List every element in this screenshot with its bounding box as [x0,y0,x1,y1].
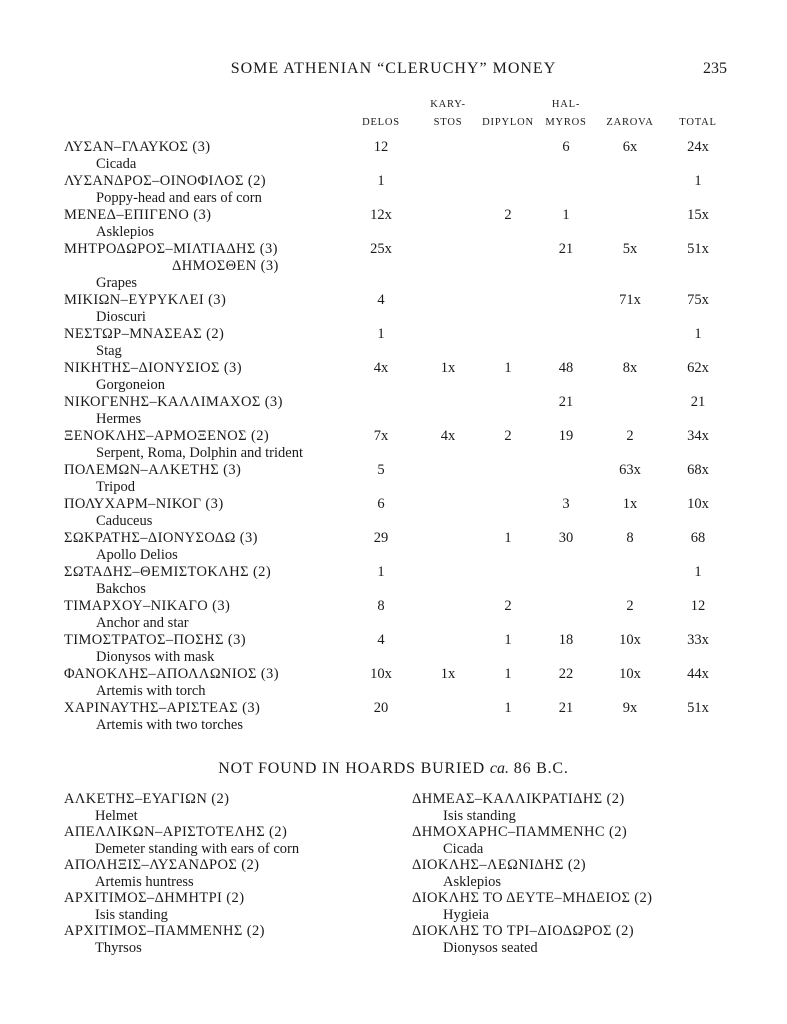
count-cell: 10x [619,666,641,682]
column-header-line2: MYROS [545,117,587,128]
count-cell: 1x [622,496,638,512]
entry-type: Apollo Delios [96,547,178,563]
count-cell: 2 [504,207,512,223]
entry-type: Dionysos with mask [96,649,215,665]
count-cell: 34x [687,428,709,444]
entry-type: Caduceus [96,513,153,529]
count-cell: 6 [377,496,385,512]
count-cell: 1 [694,326,702,342]
count-cell: 21 [558,394,574,410]
count-cell: 4 [377,632,385,648]
entry-type: Cicada [96,156,137,172]
count-cell: 10x [370,666,392,682]
not-found-name: ΑΡΧΙΤΙΜΟΣ–ΔΗΜΗΤΡΙ (2) [64,890,245,906]
count-cell: 6x [622,139,638,155]
count-cell: 15x [687,207,709,223]
entry-type: Artemis with two torches [96,717,243,733]
count-cell: 21 [558,700,574,716]
entry-type: Poppy-head and ears of corn [96,190,262,206]
count-cell: 24x [687,139,709,155]
entry-type: Artemis with torch [96,683,206,699]
not-found-name: ΑΠΟΛΗΞΙΣ–ΛΥΣΑΝΔΡΟΣ (2) [64,857,260,873]
count-cell: 30 [558,530,574,546]
entry-type: Tripod [96,479,135,495]
count-cell: 1 [694,173,702,189]
not-found-type: Artemis huntress [95,874,194,890]
count-cell: 44x [687,666,709,682]
entry-name: ΤΙΜΟΣΤΡΑΤΟΣ–ΠΟΣΗΣ (3) [64,632,246,648]
not-found-name: ΔΙΟΚΛΗΣ ΤΟ ΤΡΙ–ΔΙΟΔΩΡΟΣ (2) [412,923,634,939]
count-cell: 2 [626,428,634,444]
count-cell: 8 [626,530,634,546]
column-header-line2: DIPYLON [482,117,534,128]
count-cell: 1x [440,360,456,376]
not-found-type: Hygieia [443,907,489,923]
not-found-type: Dionysos seated [443,940,538,956]
count-cell: 1 [562,207,570,223]
not-found-name: ΔΗΜΟΧΑΡΗϹ–ΠΑΜΜΕΝΗϹ (2) [412,824,628,840]
count-cell: 1 [377,173,385,189]
count-cell: 6 [562,139,570,155]
entry-type: Bakchos [96,581,146,597]
page-number: 235 [703,60,727,77]
count-cell: 2 [504,598,512,614]
count-cell: 68 [690,530,706,546]
entry-name: ΤΙΜΑΡΧΟΥ–ΝΙΚΑΓΟ (3) [64,598,231,614]
count-cell: 1x [440,666,456,682]
count-cell: 10x [619,632,641,648]
count-cell: 1 [377,326,385,342]
entry-type: Hermes [96,411,142,427]
count-cell: 1 [694,564,702,580]
entry-type: Serpent, Roma, Dolphin and trident [96,445,303,461]
count-cell: 5 [377,462,385,478]
count-cell: 29 [373,530,389,546]
section-title-suffix: 86 B.C. [513,760,569,777]
entry-name: ΠΟΛΥΧΑΡΜ–ΝΙΚΟΓ (3) [64,496,224,512]
entry-name: ΝΙΚΟΓΕΝΗΣ–ΚΑΛΛΙΜΑΧΟΣ (3) [64,394,283,410]
not-found-name: ΑΛΚΕΤΗΣ–ΕΥΑΓΙΩΝ (2) [64,791,230,807]
count-cell: 1 [377,564,385,580]
not-found-type: Helmet [95,808,138,824]
column-header-line1: HAL- [551,99,581,110]
count-cell: 22 [558,666,574,682]
section-title-prefix: NOT FOUND IN HOARDS BURIED [218,760,486,777]
entry-type: Stag [96,343,122,359]
count-cell: 19 [558,428,574,444]
count-cell: 21 [558,241,574,257]
entry-name-continued: ΔΗΜΟΣΘΕΝ (3) [172,258,279,274]
count-cell: 48 [558,360,574,376]
count-cell: 10x [687,496,709,512]
not-found-name: ΑΠΕΛΛΙΚΩΝ–ΑΡΙΣΤΟΤΕΛΗΣ (2) [64,824,288,840]
count-cell: 4x [440,428,456,444]
column-header-line2: TOTAL [679,117,717,128]
count-cell: 1 [504,700,512,716]
entry-name: ΞΕΝΟΚΛΗΣ–ΑΡΜΟΞΕΝΟΣ (2) [64,428,270,444]
entry-name: ΜΗΤΡΟΔΩΡΟΣ–ΜΙΛΤΙΑΔΗΣ (3) [64,241,278,257]
entry-name: ΝΕΣΤΩΡ–ΜΝΑΣΕΑΣ (2) [64,326,225,342]
count-cell: 63x [619,462,641,478]
count-cell: 3 [562,496,570,512]
entry-name: ΣΩΚΡΑΤΗΣ–ΔΙΟΝΥΣΟΔΩ (3) [64,530,258,546]
count-cell: 8x [622,360,638,376]
not-found-type: Asklepios [443,874,501,890]
not-found-type: Isis standing [95,907,168,923]
entry-name: ΦΑΝΟΚΛΗΣ–ΑΠΟΛΛΩΝΙΟΣ (3) [64,666,279,682]
section-title-ca: ca. [489,760,509,777]
not-found-name: ΔΙΟΚΛΗΣ ΤΟ ΔΕΥΤΕ–ΜΗΔΕΙΟΣ (2) [412,890,653,906]
count-cell: 2 [626,598,634,614]
entry-name: ΛΥΣΑΝ–ΓΛΑΥΚΟΣ (3) [64,139,211,155]
not-found-type: Cicada [443,841,484,857]
entry-type: Grapes [96,275,138,291]
count-cell: 12 [373,139,389,155]
count-cell: 5x [622,241,638,257]
entry-type: Asklepios [96,224,154,240]
count-cell: 62x [687,360,709,376]
not-found-name: ΔΗΜΕΑΣ–ΚΑΛΛΙΚΡΑΤΙΔΗΣ (2) [412,791,625,807]
count-cell: 2 [504,428,512,444]
not-found-name: ΑΡΧΙΤΙΜΟΣ–ΠΑΜΜΕΝΗΣ (2) [64,923,265,939]
entry-type: Dioscuri [96,309,146,325]
running-header-title: SOME ATHENIAN “CLERUCHY” MONEY [230,60,557,77]
count-cell: 33x [687,632,709,648]
count-cell: 4 [377,292,385,308]
count-cell: 75x [687,292,709,308]
not-found-name: ΔΙΟΚΛΗΣ–ΛΕΩΝΙΔΗΣ (2) [412,857,586,873]
count-cell: 8 [377,598,385,614]
entry-name: ΠΟΛΕΜΩΝ–ΑΛΚΕΤΗΣ (3) [64,462,242,478]
count-cell: 18 [558,632,574,648]
count-cell: 7x [373,428,389,444]
count-cell: 1 [504,666,512,682]
count-cell: 9x [622,700,638,716]
count-cell: 21 [690,394,706,410]
count-cell: 68x [687,462,709,478]
not-found-type: Isis standing [443,808,516,824]
not-found-type: Demeter standing with ears of corn [95,841,300,857]
column-header-line2: STOS [433,117,463,128]
entry-name: ΧΑΡΙΝΑΥΤΗΣ–ΑΡΙΣΤΕΑΣ (3) [64,700,261,716]
count-cell: 51x [687,700,709,716]
column-header-line2: ZAROVA [606,117,654,128]
entry-name: ΜΕΝΕΔ–ΕΠΙΓΕΝΟ (3) [64,207,212,223]
column-header-line1: KARY- [430,99,466,110]
count-cell: 12x [370,207,392,223]
entry-name: ΝΙΚΗΤΗΣ–ΔΙΟΝΥΣΙΟΣ (3) [64,360,242,376]
not-found-type: Thyrsos [95,940,142,956]
count-cell: 25x [370,241,392,257]
entry-type: Anchor and star [96,615,189,631]
entry-name: ΜΙΚΙΩΝ–ΕΥΡΥΚΛΕΙ (3) [64,292,227,308]
count-cell: 1 [504,360,512,376]
count-cell: 51x [687,241,709,257]
entry-name: ΣΩΤΑΔΗΣ–ΘΕΜΙΣΤΟΚΛΗΣ (2) [64,564,272,580]
entry-name: ΛΥΣΑΝΔΡΟΣ–ΟΙΝΟΦΙΛΟΣ (2) [64,173,266,189]
count-cell: 1 [504,530,512,546]
entry-type: Gorgoneion [96,377,166,393]
column-header-line2: DELOS [362,117,400,128]
count-cell: 71x [619,292,641,308]
section-title [0,760,787,778]
count-cell: 4x [373,360,389,376]
count-cell: 1 [504,632,512,648]
count-cell: 12 [690,598,706,614]
count-cell: 20 [373,700,389,716]
